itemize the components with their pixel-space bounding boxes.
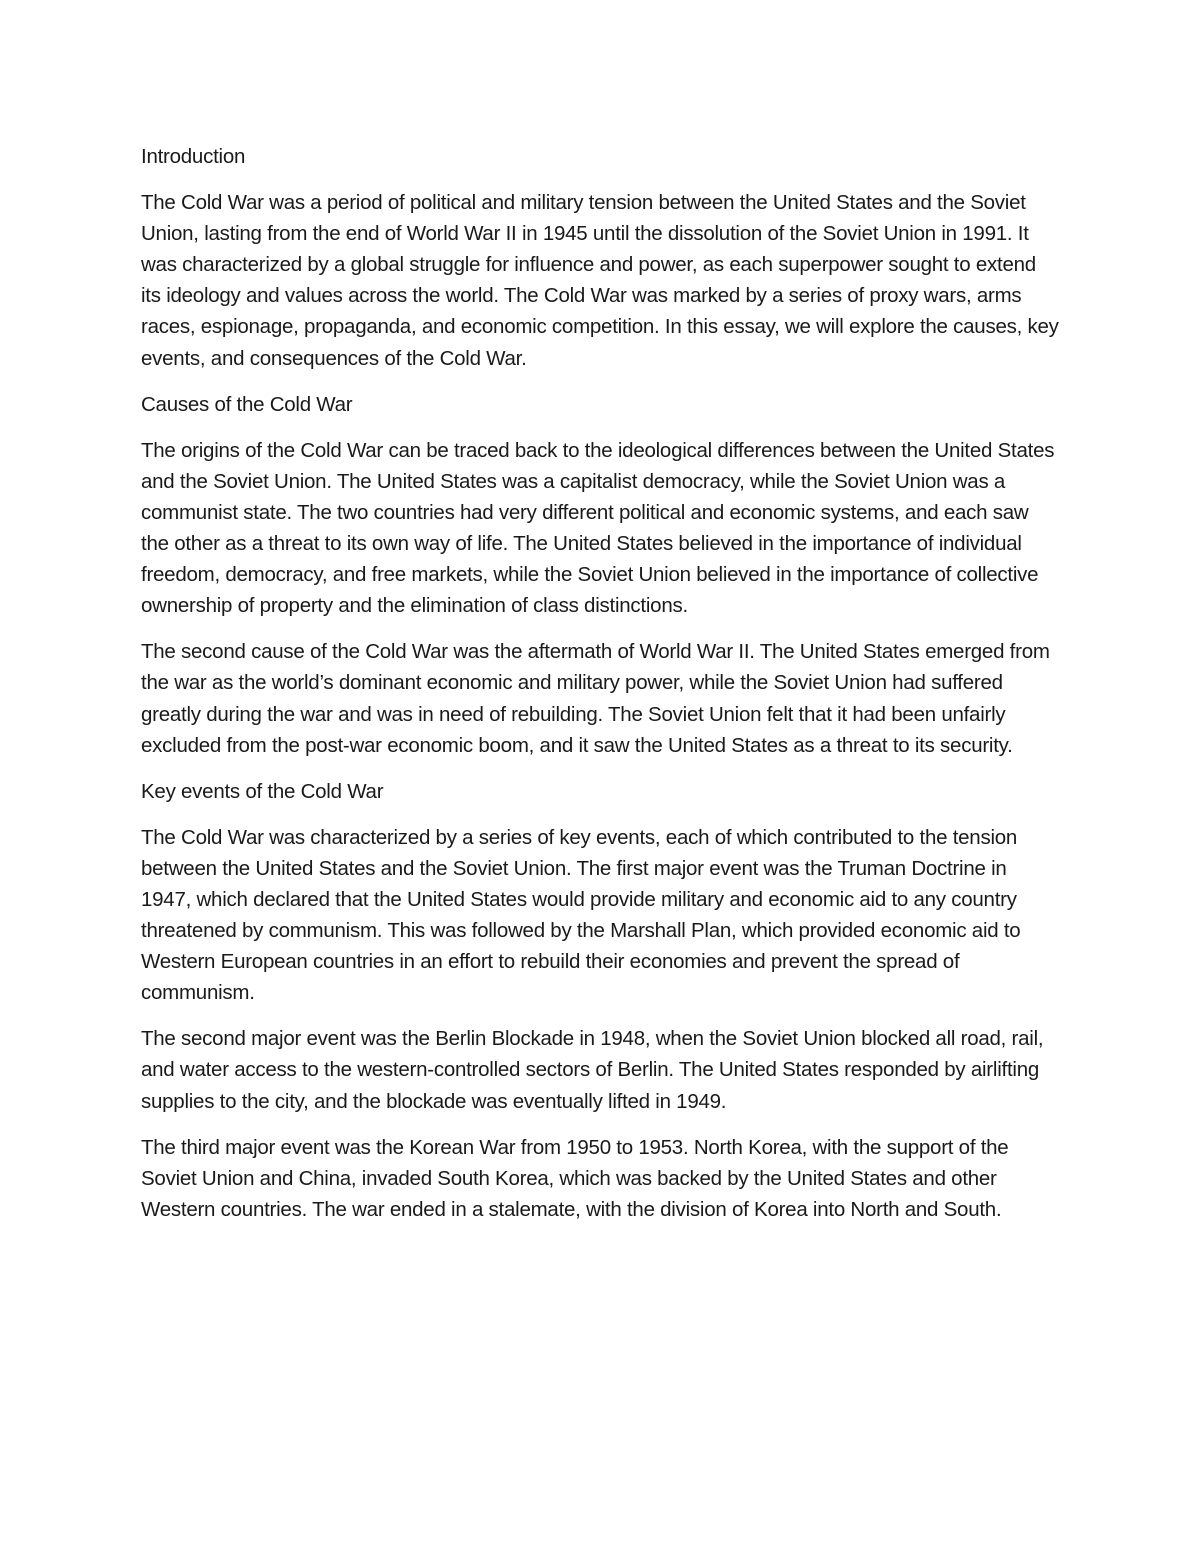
paragraph: The second major event was the Berlin Blockade in 1948, when the Soviet Union blocked all road, rail, and water access to the western-controlled sectors of Berlin. The United States responded by airlifting supplies to the city, and the blockade was eventually lifted in 1949.	[141, 1027, 1044, 1113]
section-heading-causes: Causes of the Cold War	[141, 392, 353, 416]
section-heading-introduction: Introduction	[141, 145, 246, 168]
paragraph: The origins of the Cold War can be traced back to the ideological differences between the United States and the Soviet Union. The United States was a capitalist democracy, while the Soviet Union was a communist state. The two countries had very different political and economic systems, and each saw the other as a threat to its own way of life. The United States believed in the importance of individual freedom, democracy, and free markets, while the Soviet Union believed in the importance of collective ownership of property and the elimination of class distinctions.	[141, 438, 1055, 618]
paragraph: The Cold War was characterized by a series of key events, each of which contributed to the tension between the United States and the Soviet Union. The first major event was the Truman Doctrine in 1947, which declared that the United States would provide military and economic aid to any country threatened by communism. This was followed by the Marshall Plan, which provided economic aid to Western European countries in an effort to rebuild their economies and prevent the spread of communism.	[141, 825, 1021, 1005]
paragraph: The Cold War was a period of political and military tension between the United States and the Soviet Union, lasting from the end of World War II in 1945 until the dissolution of the Soviet Union in 1991. It was characterized by a global struggle for influence and power, as each superpower sought to extend its ideology and values across the world. The Cold War was marked by a series of proxy wars, arms races, espionage, propaganda, and economic competition. In this essay, we will explore the causes, key events, and consequences of the Cold War.	[141, 191, 1059, 370]
paragraph: The third major event was the Korean War from 1950 to 1953. North Korea, with the support of the Soviet Union and China, invaded South Korea, which was backed by the United States and other Western countries. The war ended in a stalemate, with the division of Korea into North and South.	[141, 1135, 1009, 1221]
section-heading-key-events: Key events of the Cold War	[141, 779, 384, 803]
paragraph: The second cause of the Cold War was the aftermath of World War II. The United States emerged from the war as the world’s dominant economic and military power, while the Soviet Union had suffered greatly during the war and was in need of rebuilding. The Soviet Union felt that it had been unfairly excluded from the post-war economic boom, and it saw the United States as a threat to its security.	[141, 640, 1050, 757]
